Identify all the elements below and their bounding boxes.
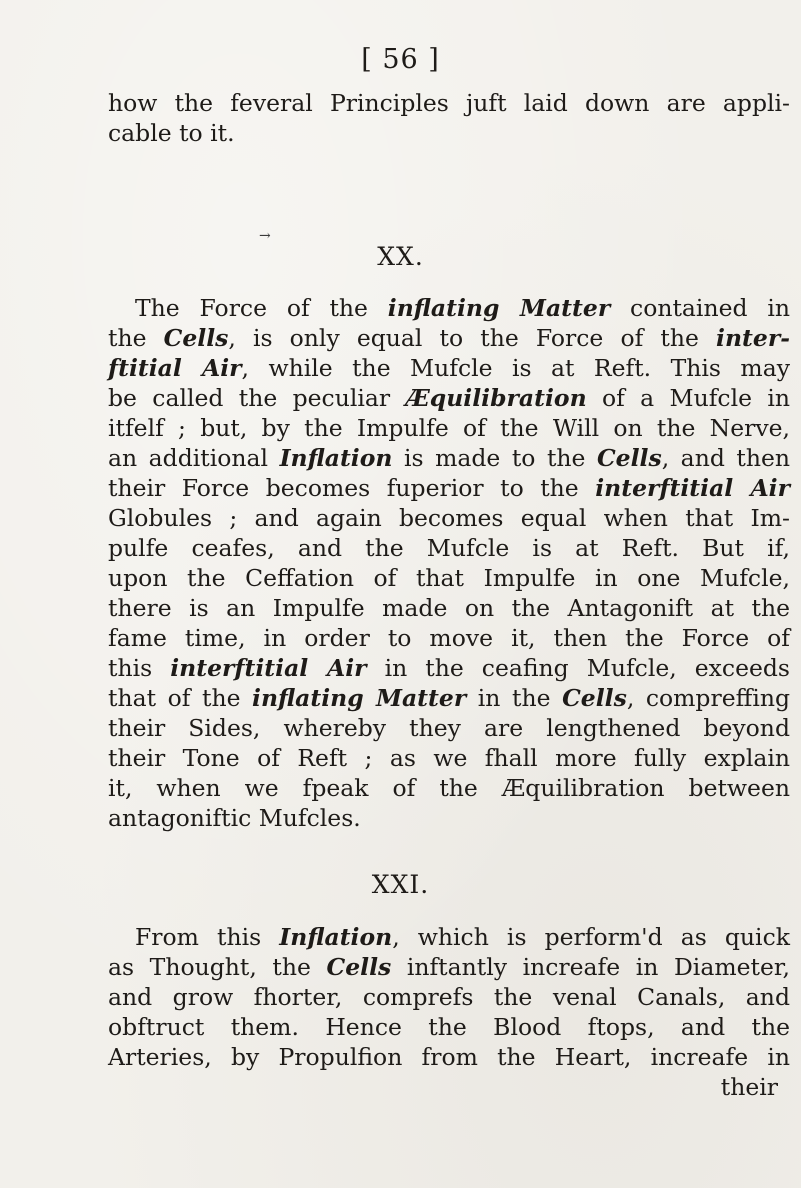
text-run: it, when we fpeak of the Æquilibration between — [108, 774, 790, 802]
italic-run: Cells — [326, 953, 392, 981]
italic-run: Cells — [596, 444, 662, 472]
italic-run: Inflation — [279, 923, 393, 951]
text-line — [108, 1042, 790, 1072]
text-run: that of the — [108, 684, 253, 712]
text-line — [108, 803, 790, 833]
text-line — [108, 593, 790, 623]
text-line — [108, 118, 790, 148]
text-run: The Force of the — [135, 294, 388, 322]
text-run: as Thought, the — [108, 953, 327, 981]
text-line — [108, 743, 790, 773]
catchword: their — [720, 1073, 778, 1101]
page-number: [ 56 ] — [361, 44, 440, 75]
text-line — [108, 443, 790, 473]
text-run: fame time, in order to move it, then the Force of — [108, 624, 790, 652]
text-run: their Force becomes fuperior to the — [108, 474, 596, 502]
text-line — [108, 1012, 790, 1042]
text-run: , which is perform'd as quick — [392, 923, 790, 951]
text-run: their Sides, whereby they are lengthened beyond — [108, 714, 790, 742]
text-run: itfelf ; but, by the Impulfe of the Will on the Nerve, — [108, 414, 790, 442]
text-run: in the ceafing Mufcle, exceeds — [366, 654, 790, 682]
section-heading-xx: XX. — [377, 242, 424, 271]
text-run: , while the Mufcle is at Reft. This may — [241, 354, 790, 382]
text-run: is made to the — [392, 444, 597, 472]
text-run: the — [108, 324, 164, 352]
text-run: , and then — [661, 444, 791, 472]
italic-run: interftitial Air — [170, 654, 367, 682]
text-run: From this — [135, 923, 280, 951]
text-run: this — [108, 654, 171, 682]
text-run: upon the Ceffation of that Impulfe in one Mufcle, — [108, 564, 790, 592]
section-heading-xxi: XXI. — [371, 870, 430, 899]
text-run: of a Mufcle in — [586, 384, 790, 412]
italic-run: inter- — [716, 324, 790, 352]
italic-run: interftitial Air — [595, 474, 790, 502]
text-line — [108, 713, 790, 743]
text-line — [108, 383, 790, 413]
text-line — [108, 952, 790, 982]
text-line — [135, 922, 790, 952]
italic-run: inflating Matter — [252, 684, 467, 712]
text-line — [108, 88, 790, 118]
text-run: , is only equal to the Force of the — [228, 324, 717, 352]
italic-run: Cells — [163, 324, 229, 352]
italic-run: inflating Matter — [387, 294, 611, 322]
text-line — [108, 982, 790, 1012]
text-line — [108, 353, 790, 383]
stray-mark: → — [259, 228, 271, 244]
text-run: obftruct them. Hence the Blood ftops, and the — [108, 1013, 790, 1041]
text-line — [108, 503, 790, 533]
text-run: inftantly increafe in Diameter, — [391, 953, 791, 981]
text-run: pulfe ceafes, and the Mufcle is at Reft. But if, — [108, 534, 790, 562]
text-line — [108, 413, 790, 443]
text-line — [108, 653, 790, 683]
italic-run: ftitial Air — [108, 354, 242, 382]
text-line — [108, 773, 790, 803]
text-line — [108, 323, 790, 353]
text-line — [108, 533, 790, 563]
text-run: how the feveral Principles juft laid down are appli- — [108, 89, 790, 117]
text-line — [108, 623, 790, 653]
text-run: , compreffing — [626, 684, 791, 712]
text-run: antagoniftic Mufcles. — [108, 804, 361, 832]
text-run: there is an Impulfe made on the Antagonift at the — [108, 594, 790, 622]
text-run: an additional — [108, 444, 280, 472]
italic-run: Cells — [562, 684, 627, 712]
text-run: Globules ; and again becomes equal when that Im- — [108, 504, 790, 532]
text-line — [135, 293, 790, 323]
italic-run: Inflation — [279, 444, 393, 472]
text-run: cable to it. — [108, 119, 235, 147]
text-line — [108, 683, 790, 713]
italic-run: Æquilibration — [405, 384, 587, 412]
text-run: Arteries, by Propulfion from the Heart, increafe in — [108, 1043, 790, 1071]
text-run: contained in — [610, 294, 790, 322]
text-line — [108, 563, 790, 593]
text-run: in the — [466, 684, 563, 712]
text-run: their Tone of Reft ; as we fhall more fully explain — [108, 744, 790, 772]
text-run: be called the peculiar — [108, 384, 406, 412]
text-line — [108, 473, 790, 503]
text-run: and grow fhorter, comprefs the venal Canals, and — [108, 983, 790, 1011]
